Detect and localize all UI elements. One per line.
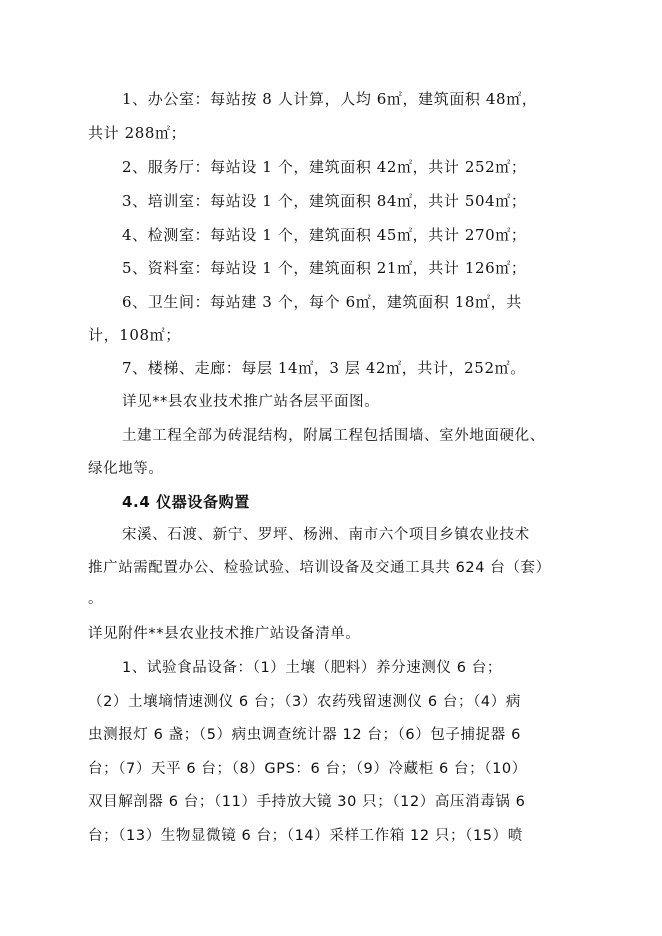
equipment-para-line1: 宋溪、石渡、新宁、罗坪、杨洲、南市六个项目乡镇农业技术	[122, 527, 530, 543]
civil-works-line2: 绿化地等。	[88, 461, 164, 477]
item-testing-room: 4、检测室：每站设 1 个，建筑面积 45㎡，共计 270㎡；	[122, 226, 527, 244]
test-equipment-line5: 双目解剖器 6 台；（11）手持放大镜 30 只；（12）高压消毒锅 6	[88, 794, 526, 810]
floor-plan-note: 详见**县农业技术推广站各层平面图。	[122, 394, 380, 410]
civil-works-line1: 土建工程全部为砖混结构，附属工程包括围墙、室外地面硬化、	[122, 428, 545, 444]
item-stairs-corridor: 7、楼梯、走廊：每层 14㎡，3 层 42㎡，共计，252㎡。	[122, 359, 526, 377]
item-service-hall: 2、服务厅：每站设 1 个，建筑面积 42㎡，共计 252㎡；	[122, 158, 527, 176]
item-restroom-line2: 计，108㎡；	[88, 326, 181, 344]
section-heading: 4.4 仪器设备购置	[122, 493, 250, 511]
item-office-line1: 1、办公室：每站按 8 人计算，人均 6㎡，建筑面积 48㎡，	[122, 90, 538, 108]
test-equipment-line1: 1、试验食品设备：（1）土壤（肥料）养分速测仪 6 台；	[122, 660, 502, 676]
test-equipment-line2: （2）土壤墒情速测仪 6 台；（3）农药残留速测仪 6 台；（4）病	[88, 694, 521, 710]
test-equipment-line3: 虫测报灯 6 盏；（5）病虫调查统计器 12 台；（6）包子捕捉器 6	[88, 727, 521, 743]
equipment-para-line3: 。	[88, 591, 104, 607]
equipment-list-note: 详见附件**县农业技术推广站设备清单。	[88, 626, 361, 642]
item-office-line2: 共计 288㎡；	[88, 124, 187, 142]
test-equipment-line6: 台；（13）生物显微镜 6 台；（14）采样工作箱 12 只；（15）喷	[88, 828, 523, 844]
test-equipment-line4: 台；（7）天平 6 台；（8）GPS：6 台；（9）冷藏柜 6 台；（10）	[88, 761, 527, 777]
item-restroom-line1: 6、卫生间：每站建 3 个，每个 6㎡，建筑面积 18㎡，共	[122, 293, 522, 311]
item-training-room: 3、培训室：每站设 1 个，建筑面积 84㎡，共计 504㎡；	[122, 192, 527, 210]
item-archive-room: 5、资料室：每站设 1 个，建筑面积 21㎡，共计 126㎡；	[122, 259, 527, 277]
equipment-para-line2: 推广站需配置办公、检验试验、培训设备及交通工具共 624 台（套）	[88, 560, 551, 576]
